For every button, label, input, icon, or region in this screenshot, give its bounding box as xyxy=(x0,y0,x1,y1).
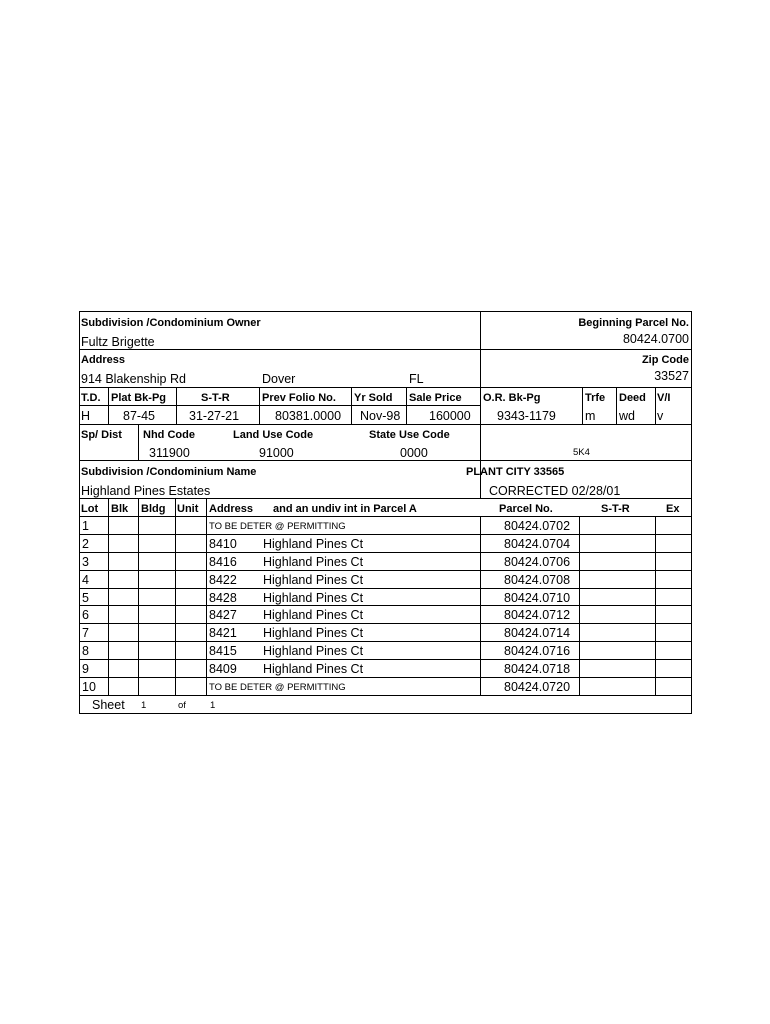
sheet-number: 1 xyxy=(141,700,147,711)
row-divider xyxy=(79,516,691,517)
lot-number: 2 xyxy=(82,537,89,551)
col-divider xyxy=(138,498,139,695)
col-divider xyxy=(176,387,177,424)
zip-value: 33527 xyxy=(654,369,689,383)
row-divider xyxy=(79,460,691,461)
sheet-label: Sheet xyxy=(92,698,125,712)
col-divider xyxy=(616,387,617,424)
row-divider xyxy=(79,387,691,388)
address-note: TO BE DETER @ PERMITTING xyxy=(209,682,346,693)
street-name: Highland Pines Ct xyxy=(263,573,364,587)
street-name: Highland Pines Ct xyxy=(263,626,364,640)
trfe-header: Trfe xyxy=(585,392,606,404)
street-name: Highland Pines Ct xyxy=(263,555,364,569)
house-number: 8416 xyxy=(209,555,237,569)
house-number: 8427 xyxy=(209,608,237,622)
land-use-header: Land Use Code xyxy=(233,429,314,441)
house-number: 8410 xyxy=(209,537,237,551)
deed-value: wd xyxy=(619,409,635,423)
address-street: 914 Blakenship Rd xyxy=(81,372,186,386)
row-divider xyxy=(79,588,691,589)
bldg-header: Bldg xyxy=(141,503,166,515)
str-header: S-T-R xyxy=(201,392,230,404)
undiv-header: and an undiv int in Parcel A xyxy=(273,503,417,515)
state-use-header: State Use Code xyxy=(369,429,450,441)
sheet-total: 1 xyxy=(210,700,216,711)
vi-value: v xyxy=(657,409,664,423)
subdivision-city-zip: PLANT CITY 33565 xyxy=(466,466,565,478)
td-value: H xyxy=(81,409,91,423)
prev-folio-value: 80381.0000 xyxy=(275,409,342,423)
yr-sold-value: Nov-98 xyxy=(360,409,401,423)
td-header: T.D. xyxy=(81,392,101,404)
parcel-header: Parcel No. xyxy=(499,503,553,515)
col-divider xyxy=(206,498,207,695)
street-name: Highland Pines Ct xyxy=(263,591,364,605)
row-divider xyxy=(79,498,691,499)
parcel-number: 80424.0706 xyxy=(504,555,571,569)
col-divider xyxy=(655,516,656,695)
col-divider xyxy=(582,387,583,424)
row-divider xyxy=(79,424,691,425)
owner-name: Fultz Brigette xyxy=(81,335,155,349)
lot-number: 6 xyxy=(82,608,89,622)
corrected-note: CORRECTED 02/28/01 xyxy=(489,484,621,498)
street-name: Highland Pines Ct xyxy=(263,662,364,676)
lot-number: 10 xyxy=(82,680,96,694)
address-header: Address xyxy=(209,503,254,515)
or-bkpg-value: 9343-1179 xyxy=(497,409,556,423)
vi-header: V/I xyxy=(657,392,671,404)
sp-dist-header: Sp/ Dist xyxy=(81,429,122,441)
of-label: of xyxy=(178,700,186,711)
address-city: Dover xyxy=(262,372,296,386)
col-divider xyxy=(175,498,176,695)
deed-header: Deed xyxy=(619,392,646,404)
nhd-header: Nhd Code xyxy=(143,429,195,441)
subdivision-name-label: Subdivision /Condominium Name xyxy=(81,466,257,478)
prev-folio-header: Prev Folio No. xyxy=(262,392,336,404)
col-divider xyxy=(108,387,109,424)
house-number: 8421 xyxy=(209,626,237,640)
yr-sold-header: Yr Sold xyxy=(354,392,393,404)
str-col-header: S-T-R xyxy=(601,503,630,515)
owner-label: Subdivision /Condominium Owner xyxy=(81,317,261,329)
row-divider xyxy=(79,623,691,624)
house-number: 8428 xyxy=(209,591,237,605)
row-divider xyxy=(79,659,691,660)
parcel-number: 80424.0720 xyxy=(504,680,571,694)
row-divider xyxy=(79,570,691,571)
row-divider xyxy=(79,552,691,553)
lot-number: 8 xyxy=(82,644,89,658)
lot-header: Lot xyxy=(81,503,99,515)
row-divider xyxy=(79,349,691,350)
col-divider xyxy=(259,387,260,424)
state-use-value: 0000 xyxy=(400,446,428,460)
sale-price-value: 160000 xyxy=(429,409,471,423)
plat-value: 87-45 xyxy=(123,409,155,423)
row-divider xyxy=(79,641,691,642)
address-note: TO BE DETER @ PERMITTING xyxy=(209,521,346,532)
parcel-number: 80424.0714 xyxy=(504,626,571,640)
lot-number: 9 xyxy=(82,662,89,676)
zip-label: Zip Code xyxy=(641,354,689,366)
subdivision-name: Highland Pines Estates xyxy=(81,484,211,498)
col-divider xyxy=(138,424,139,460)
sale-price-header: Sale Price xyxy=(409,392,462,404)
house-number: 8415 xyxy=(209,644,237,658)
lot-number: 5 xyxy=(82,591,89,605)
parcel-number: 80424.0716 xyxy=(504,644,571,658)
parcel-number: 80424.0712 xyxy=(504,608,571,622)
house-number: 8409 xyxy=(209,662,237,676)
col-divider xyxy=(406,387,407,424)
parcel-number: 80424.0718 xyxy=(504,662,571,676)
nhd-value: 311900 xyxy=(149,446,190,460)
address-state: FL xyxy=(409,372,424,386)
or-bkpg-header: O.R. Bk-Pg xyxy=(483,392,541,404)
row-divider xyxy=(79,605,691,606)
unit-header: Unit xyxy=(177,503,199,515)
col-divider xyxy=(351,387,352,424)
address-label: Address xyxy=(81,354,126,366)
parcel-number: 80424.0704 xyxy=(504,537,571,551)
ex-header: Ex xyxy=(666,503,680,515)
col-divider xyxy=(108,498,109,695)
parcel-number: 80424.0702 xyxy=(504,519,571,533)
beginning-parcel-value: 80424.0700 xyxy=(622,332,689,346)
row-divider xyxy=(79,405,480,406)
col-divider xyxy=(655,387,656,424)
plat-header: Plat Bk-Pg xyxy=(111,392,167,404)
lot-number: 1 xyxy=(82,519,89,533)
extra-code-value: 5K4 xyxy=(573,447,590,458)
parcel-number: 80424.0710 xyxy=(504,591,571,605)
col-divider xyxy=(579,516,580,695)
lot-number: 4 xyxy=(82,573,89,587)
trfe-value: m xyxy=(585,409,596,423)
street-name: Highland Pines Ct xyxy=(263,537,364,551)
street-name: Highland Pines Ct xyxy=(263,644,364,658)
blk-header: Blk xyxy=(111,503,129,515)
beginning-parcel-label: Beginning Parcel No. xyxy=(578,317,689,329)
land-use-value: 91000 xyxy=(259,446,294,460)
lot-number: 3 xyxy=(82,555,89,569)
row-divider xyxy=(79,677,691,678)
parcel-record-form xyxy=(79,311,691,713)
street-name: Highland Pines Ct xyxy=(263,608,364,622)
row-divider xyxy=(79,695,691,696)
str-value: 31-27-21 xyxy=(189,409,240,423)
col-divider xyxy=(480,516,481,695)
lot-number: 7 xyxy=(82,626,89,640)
row-divider xyxy=(79,534,691,535)
parcel-number: 80424.0708 xyxy=(504,573,571,587)
house-number: 8422 xyxy=(209,573,237,587)
